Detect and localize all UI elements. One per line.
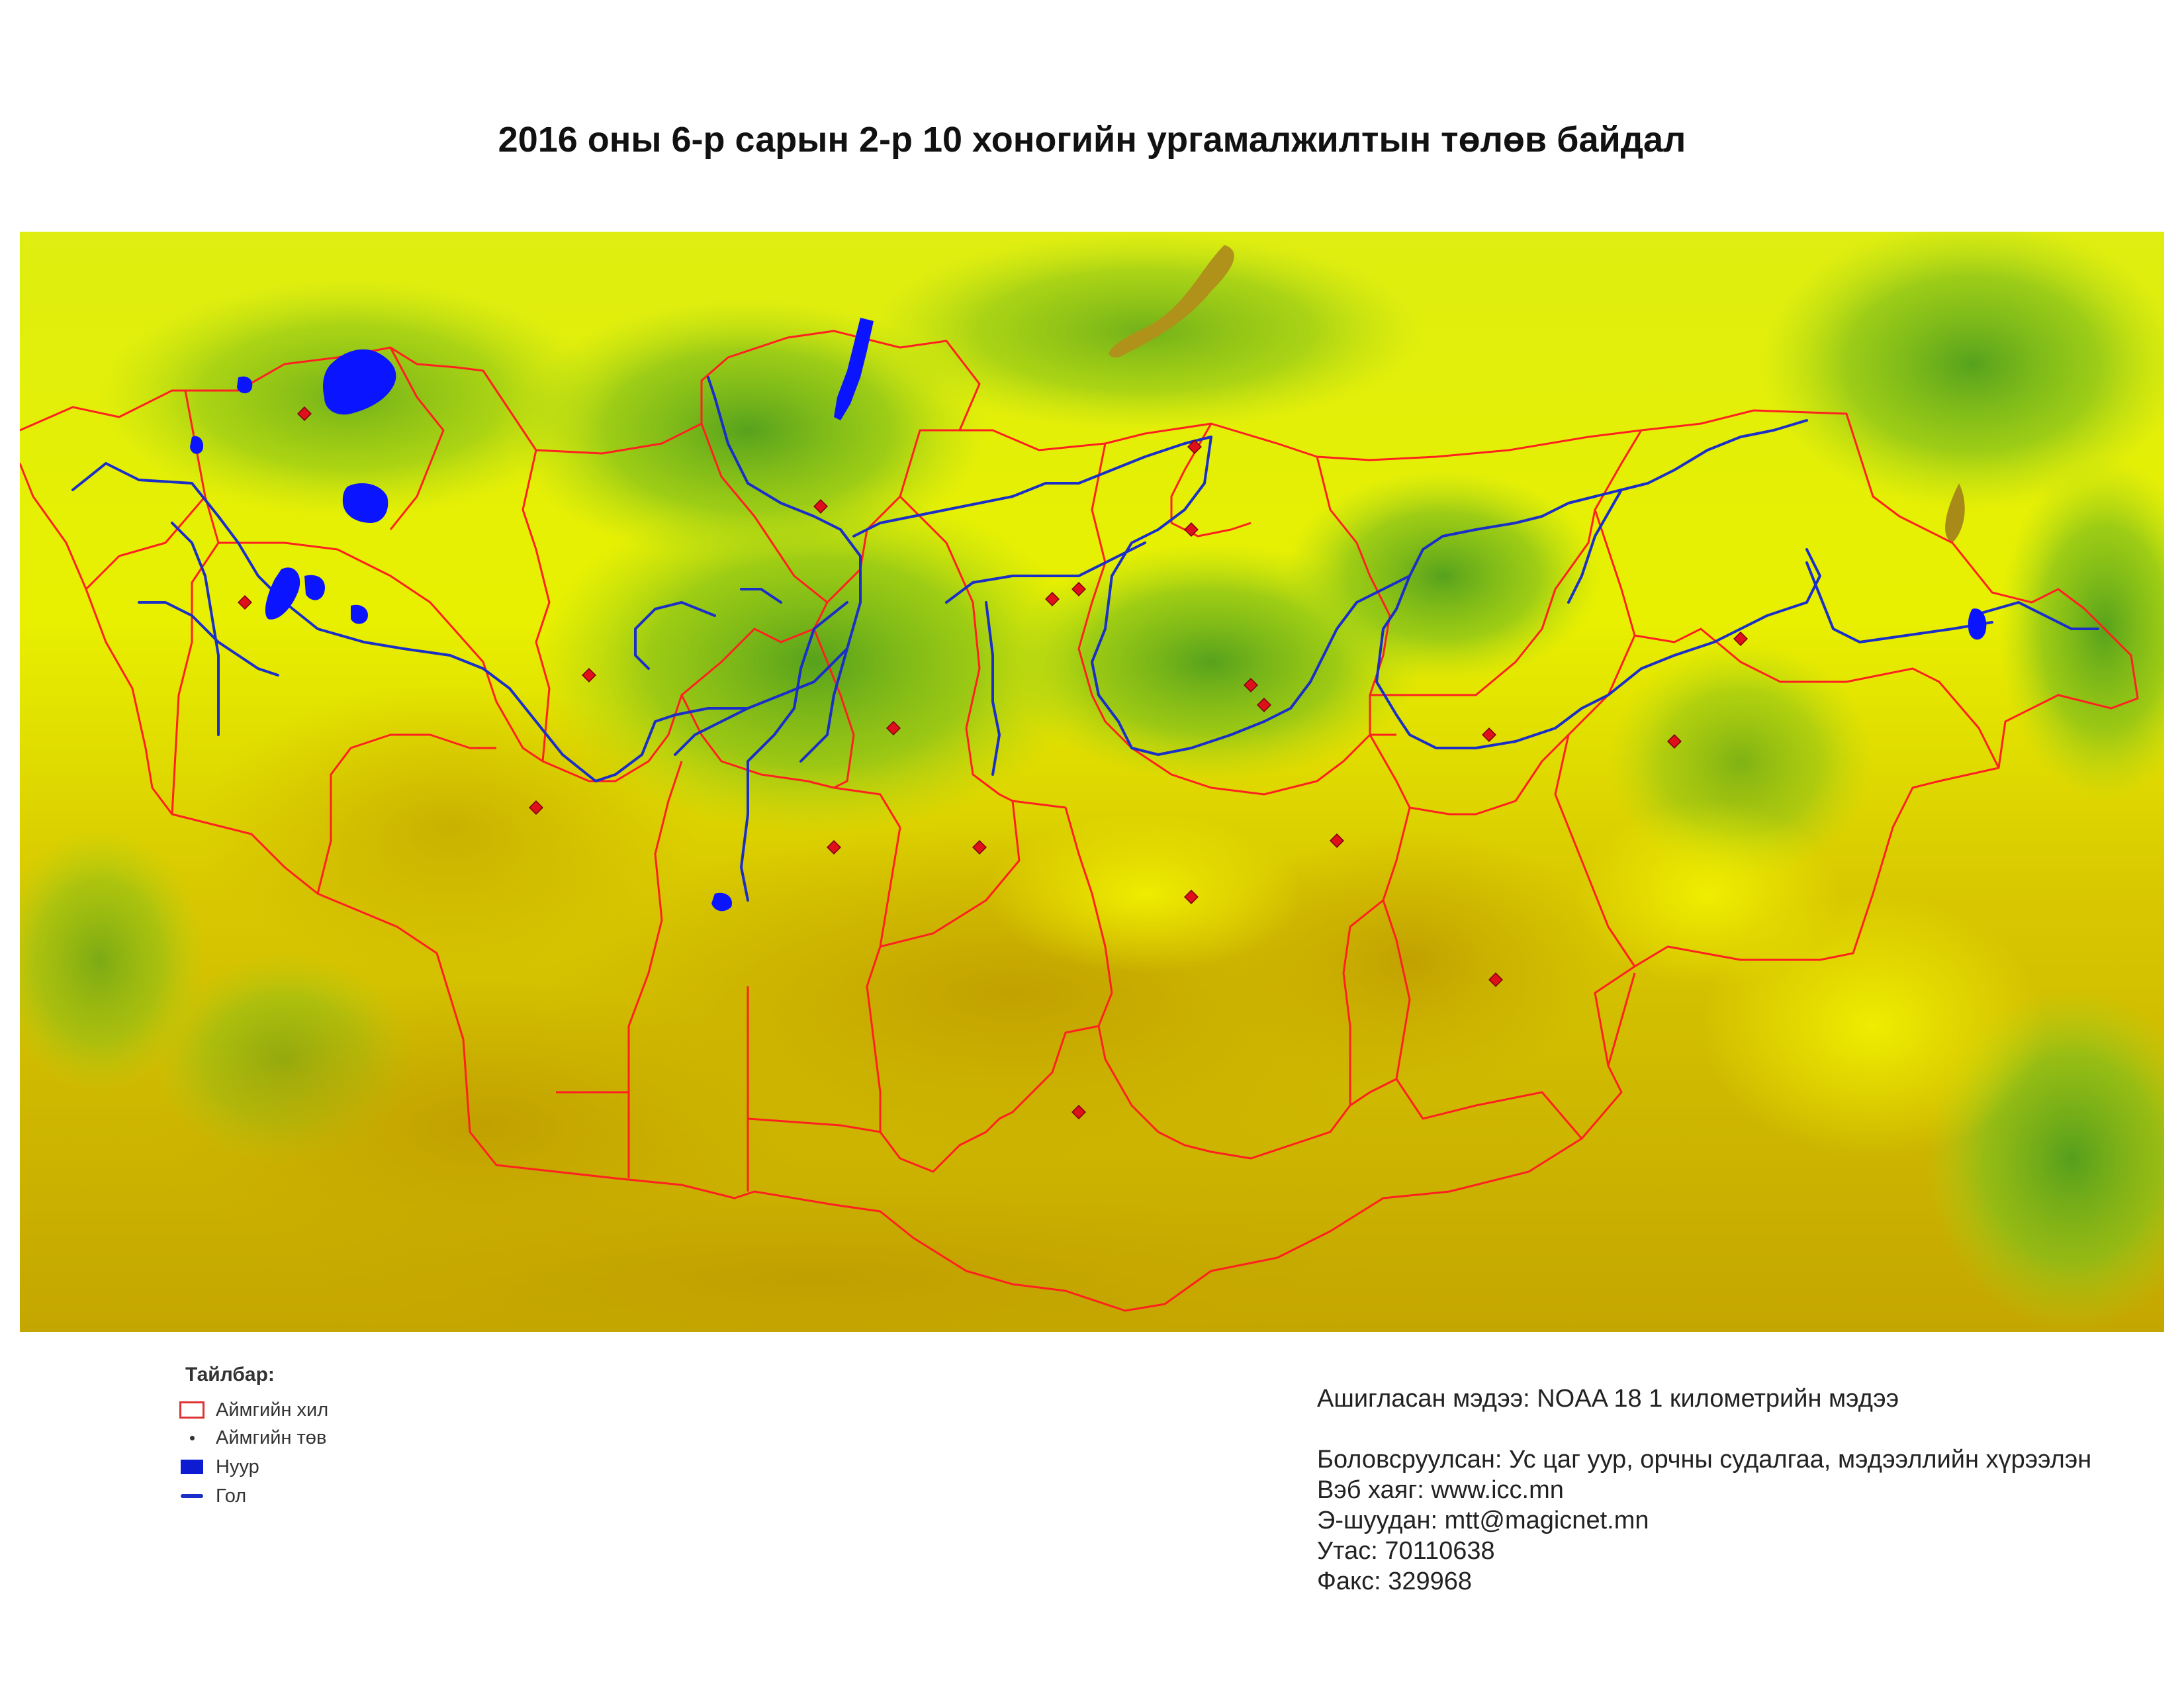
- legend-item-border: [179, 1397, 328, 1423]
- lake-swatch-icon: [181, 1460, 203, 1474]
- map-info: [1317, 1383, 2171, 1597]
- border-swatch-icon: [179, 1401, 205, 1419]
- email: Э-шуудан: mtt@magicnet.mn: [1317, 1507, 1649, 1534]
- legend-label: Нуур: [216, 1456, 259, 1477]
- vegetation-map: [20, 232, 2164, 1332]
- legend-label: Аймгийн төв: [216, 1427, 327, 1448]
- legend-item-center: [179, 1425, 326, 1451]
- legend-item-river: [179, 1483, 246, 1509]
- processed-by: Боловсруулсан: Ус цаг уур, орчны судалгаа, мэдээллийн хүрээлэн: [1317, 1446, 2092, 1474]
- river-line-icon: [181, 1494, 203, 1498]
- legend-label: Аймгийн хил: [216, 1399, 329, 1421]
- legend-label: Гол: [216, 1485, 247, 1507]
- legend-title: Тайлбар:: [185, 1364, 275, 1385]
- data-source: Ашигласан мэдээ: NOAA 18 1 километрийн мэдээ: [1317, 1385, 1899, 1413]
- fax: Факс: 329968: [1317, 1568, 1472, 1595]
- map-title: 2016 оны 6-р сарын 2-р 10 хоногийн ургамалжилтын төлөв байдал: [498, 120, 1686, 160]
- map-legend: [179, 1364, 470, 1549]
- legend-item-lake: [179, 1454, 259, 1480]
- website: Вэб хаяг: www.icc.mn: [1317, 1476, 1564, 1504]
- center-dot-icon: [190, 1436, 195, 1440]
- phone: Утас: 70110638: [1317, 1537, 1495, 1565]
